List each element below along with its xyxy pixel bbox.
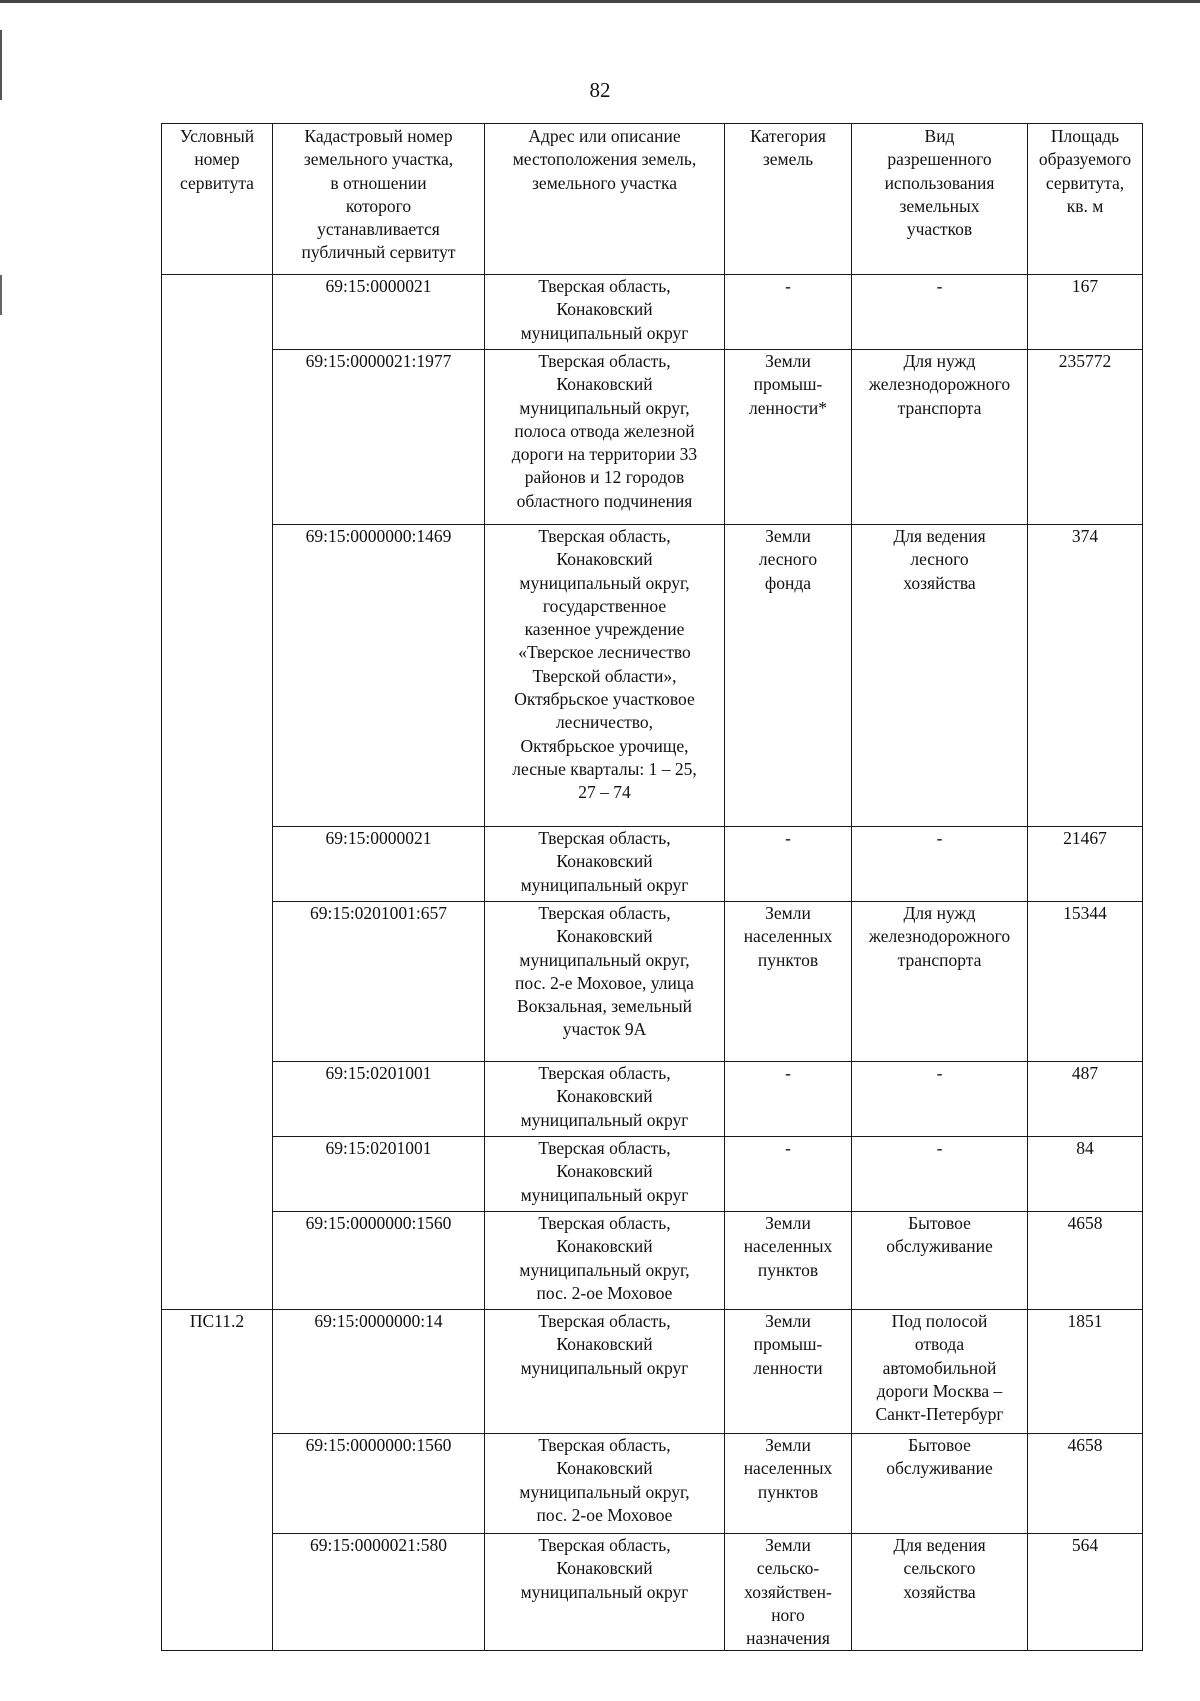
address-line: Тверская область,	[538, 351, 671, 371]
cell-permitted-use	[852, 1534, 1028, 1651]
cell-permitted-use	[852, 350, 1028, 525]
table-row	[162, 1310, 1143, 1434]
header-line: участков	[906, 219, 973, 240]
cell-permitted-use	[852, 902, 1028, 1062]
category-line: промыш-	[753, 1334, 823, 1355]
cell-land-category	[725, 350, 852, 525]
category-line: населенных	[743, 1236, 833, 1257]
use-line: транспорта	[897, 397, 982, 418]
cell-land-category	[725, 1062, 852, 1137]
address-line: Конаковский	[556, 1236, 653, 1257]
category-line: пунктов	[757, 1481, 819, 1502]
cell-area: 4658	[1028, 1212, 1143, 1310]
cell-land-category	[725, 827, 852, 902]
address-line: 27 – 74	[578, 782, 631, 803]
table-row	[162, 1137, 1143, 1212]
cell-permitted-use	[852, 827, 1028, 902]
cell-address	[485, 1137, 725, 1212]
header-row	[162, 124, 1143, 275]
cell-land-category	[725, 275, 852, 350]
header-line: Кадастровый номер	[304, 126, 453, 146]
use-line: хозяйства	[903, 1581, 976, 1602]
header-line: использования	[884, 172, 995, 193]
address-line: Тверская область,	[538, 828, 671, 848]
use-line: -	[936, 828, 943, 848]
address-line: Конаковский	[556, 374, 653, 395]
cell-cadastral-number: 69:15:0201001:657	[273, 902, 485, 1062]
use-line: Бытовое	[908, 1435, 971, 1455]
address-line: Тверская область,	[538, 1138, 671, 1158]
address-line: Конаковский	[556, 926, 653, 947]
cell-servitude-number: ПС11.2	[162, 1310, 273, 1651]
address-line: муниципальный округ	[520, 1357, 689, 1378]
address-line: Вокзальная, земельный	[517, 996, 692, 1017]
header-line: земельных	[899, 195, 980, 216]
use-line: -	[936, 276, 943, 296]
cell-permitted-use	[852, 1062, 1028, 1137]
category-line: Земли	[765, 1311, 811, 1331]
address-line: муниципальный округ	[520, 322, 689, 343]
cell-land-category	[725, 1137, 852, 1212]
cell-address	[485, 1310, 725, 1434]
use-line: Для ведения	[893, 1535, 986, 1555]
category-line: -	[785, 1063, 791, 1083]
cell-area: 167	[1028, 275, 1143, 350]
servitude-table	[161, 123, 1143, 1651]
table-row	[162, 350, 1143, 525]
header-address	[485, 124, 725, 275]
header-line: Категория	[750, 126, 826, 146]
use-line: обслуживание	[886, 1458, 993, 1479]
cell-area: 1851	[1028, 1310, 1143, 1434]
table-header	[162, 124, 1143, 275]
category-line: пунктов	[757, 1259, 819, 1280]
address-line: казенное учреждение	[524, 619, 685, 640]
category-line: лесного	[758, 549, 818, 570]
use-line: автомобильной	[882, 1357, 997, 1378]
scan-border-top	[0, 0, 1200, 3]
header-line: местоположения земель,	[512, 149, 697, 170]
header-line: Площадь	[1050, 126, 1120, 146]
category-line: -	[785, 276, 791, 296]
header-line: кв. м	[1066, 195, 1104, 216]
address-line: Тверская область,	[538, 1063, 671, 1083]
category-line: ного	[771, 1604, 805, 1625]
header-area	[1028, 124, 1143, 275]
address-line: Конаковский	[556, 549, 653, 570]
address-line: лесничество,	[555, 712, 654, 733]
address-line: Тверская область,	[538, 276, 671, 296]
category-line: ленности*	[749, 397, 827, 418]
address-line: полоса отвода железной	[514, 420, 695, 441]
cell-address	[485, 1534, 725, 1651]
category-line: пунктов	[757, 949, 819, 970]
use-line: сельского	[903, 1558, 976, 1579]
table-row	[162, 275, 1143, 350]
address-line: пос. 2-ое Моховое	[536, 1282, 673, 1303]
use-line: железнодорожного	[868, 926, 1011, 947]
address-line: муниципальный округ,	[519, 572, 690, 593]
table-row	[162, 1212, 1143, 1310]
table-row	[162, 902, 1143, 1062]
use-line: железнодорожного	[868, 374, 1011, 395]
use-line: Для нужд	[903, 351, 976, 371]
header-line: Вид	[924, 126, 955, 146]
cell-cadastral-number: 69:15:0000021	[273, 827, 485, 902]
address-line: Октябрьское участковое	[514, 689, 695, 710]
category-line: Земли	[765, 1435, 811, 1455]
category-line: Земли	[765, 1535, 811, 1555]
use-line: Для ведения	[893, 526, 986, 546]
cell-area: 84	[1028, 1137, 1143, 1212]
cell-land-category	[725, 1212, 852, 1310]
cell-address	[485, 1434, 725, 1534]
cell-permitted-use	[852, 275, 1028, 350]
use-line: обслуживание	[886, 1236, 993, 1257]
cell-permitted-use	[852, 1310, 1028, 1434]
cell-address	[485, 350, 725, 525]
address-line: муниципальный округ	[520, 1184, 689, 1205]
category-line: населенных	[743, 926, 833, 947]
cell-cadastral-number: 69:15:0000000:14	[273, 1310, 485, 1434]
cell-address	[485, 902, 725, 1062]
cell-area: 564	[1028, 1534, 1143, 1651]
cell-servitude-number	[162, 275, 273, 1310]
use-line: -	[936, 1063, 943, 1083]
cell-land-category	[725, 1534, 852, 1651]
use-line: Бытовое	[908, 1213, 971, 1233]
address-line: муниципальный округ,	[519, 1259, 690, 1280]
address-line: муниципальный округ	[520, 1109, 689, 1130]
address-line: областного подчинения	[516, 490, 693, 511]
address-line: Конаковский	[556, 851, 653, 872]
use-line: дороги Москва –	[876, 1380, 1003, 1401]
use-line: Санкт-Петербург	[875, 1404, 1004, 1425]
cell-cadastral-number: 69:15:0000021:1977	[273, 350, 485, 525]
table-row	[162, 1534, 1143, 1651]
cell-cadastral-number: 69:15:0000000:1560	[273, 1212, 485, 1310]
header-line: устанавливается	[317, 219, 440, 240]
category-line: Земли	[765, 1213, 811, 1233]
address-line: муниципальный округ	[520, 1581, 689, 1602]
cell-address	[485, 1212, 725, 1310]
address-line: пос. 2-е Моховое, улица	[515, 972, 694, 993]
address-line: Конаковский	[556, 1161, 653, 1182]
address-line: пос. 2-ое Моховое	[536, 1504, 673, 1525]
cell-address	[485, 827, 725, 902]
cell-cadastral-number: 69:15:0201001	[273, 1137, 485, 1212]
cell-cadastral-number: 69:15:0201001	[273, 1062, 485, 1137]
header-permitted-use	[852, 124, 1028, 275]
address-line: муниципальный округ	[520, 874, 689, 895]
scan-mark-left	[0, 275, 2, 315]
address-line: муниципальный округ,	[519, 397, 690, 418]
category-line: Земли	[765, 351, 811, 371]
category-line: промыш-	[753, 374, 823, 395]
header-line: в отношении	[330, 172, 427, 193]
header-line: земельного участка,	[303, 149, 454, 170]
address-line: Тверская область,	[538, 526, 671, 546]
cell-cadastral-number: 69:15:0000021:580	[273, 1534, 485, 1651]
use-line: отвода	[914, 1334, 965, 1355]
address-line: Конаковский	[556, 1334, 653, 1355]
table-body	[162, 275, 1143, 1651]
cell-cadastral-number: 69:15:0000021	[273, 275, 485, 350]
header-line: Условный	[179, 126, 255, 146]
address-line: Октябрьское урочище,	[520, 735, 689, 756]
header-line: образуемого	[1038, 149, 1132, 170]
cell-area: 4658	[1028, 1434, 1143, 1534]
header-line: земельного участка	[532, 172, 677, 193]
header-line: публичный сервитут	[301, 242, 456, 263]
category-line: Земли	[765, 526, 811, 546]
address-line: участок 9А	[562, 1019, 647, 1040]
category-line: -	[785, 828, 791, 848]
cell-address	[485, 1062, 725, 1137]
cell-land-category	[725, 525, 852, 827]
header-line: сервитута	[180, 172, 254, 193]
header-line: Адрес или описание	[528, 126, 681, 146]
address-line: Тверская область,	[538, 1435, 671, 1455]
header-land-category	[725, 124, 852, 275]
header-line: которого	[345, 195, 412, 216]
address-line: Тверская область,	[538, 1213, 671, 1233]
address-line: Тверская область,	[538, 1535, 671, 1555]
use-line: Под полосой	[891, 1311, 988, 1331]
cell-permitted-use	[852, 1434, 1028, 1534]
address-line: Конаковский	[556, 1558, 653, 1579]
address-line: Тверская область,	[538, 903, 671, 923]
page-number: 82	[589, 78, 611, 102]
category-line: населенных	[743, 1458, 833, 1479]
address-line: районов и 12 городов	[524, 467, 685, 488]
address-line: муниципальный округ,	[519, 1481, 690, 1502]
header-servitude-number	[162, 124, 273, 275]
category-line: фонда	[764, 572, 812, 593]
address-line: дороги на территории 33	[511, 444, 698, 465]
cell-land-category	[725, 902, 852, 1062]
cell-area: 15344	[1028, 902, 1143, 1062]
header-line: номер	[194, 149, 240, 170]
category-line: назначения	[746, 1628, 830, 1649]
address-line: «Тверское лесничество	[518, 642, 691, 663]
address-line: Тверская область,	[538, 1311, 671, 1331]
use-line: Для нужд	[903, 903, 976, 923]
table-row	[162, 827, 1143, 902]
address-line: Конаковский	[556, 1086, 653, 1107]
use-line: хозяйства	[903, 572, 976, 593]
cell-area: 21467	[1028, 827, 1143, 902]
category-line: сельско-	[756, 1558, 820, 1579]
cell-address	[485, 525, 725, 827]
header-line: земель	[762, 149, 814, 170]
use-line: лесного	[910, 549, 969, 570]
table-row	[162, 525, 1143, 827]
address-line: государственное	[542, 595, 667, 616]
category-line: -	[785, 1138, 791, 1158]
cell-cadastral-number: 69:15:0000000:1560	[273, 1434, 485, 1534]
cell-area: 235772	[1028, 350, 1143, 525]
cell-address	[485, 275, 725, 350]
category-line: хозяйствен-	[744, 1581, 832, 1602]
cell-area: 374	[1028, 525, 1143, 827]
address-line: Тверской области»,	[532, 665, 677, 686]
address-line: Конаковский	[556, 1458, 653, 1479]
cell-cadastral-number: 69:15:0000000:1469	[273, 525, 485, 827]
cell-area: 487	[1028, 1062, 1143, 1137]
use-line: -	[936, 1138, 943, 1158]
table-row	[162, 1434, 1143, 1534]
category-line: Земли	[765, 903, 811, 923]
header-cadastral-number	[273, 124, 485, 275]
cell-permitted-use	[852, 1137, 1028, 1212]
table-row	[162, 1062, 1143, 1137]
cell-land-category	[725, 1434, 852, 1534]
address-line: муниципальный округ,	[519, 949, 690, 970]
header-line: сервитута,	[1045, 172, 1125, 193]
category-line: ленности	[753, 1357, 823, 1378]
cell-permitted-use	[852, 1212, 1028, 1310]
address-line: Конаковский	[556, 299, 653, 320]
address-line: лесные кварталы: 1 – 25,	[512, 758, 697, 779]
cell-land-category	[725, 1310, 852, 1434]
header-line: разрешенного	[887, 149, 992, 170]
cell-permitted-use	[852, 525, 1028, 827]
use-line: транспорта	[897, 949, 982, 970]
